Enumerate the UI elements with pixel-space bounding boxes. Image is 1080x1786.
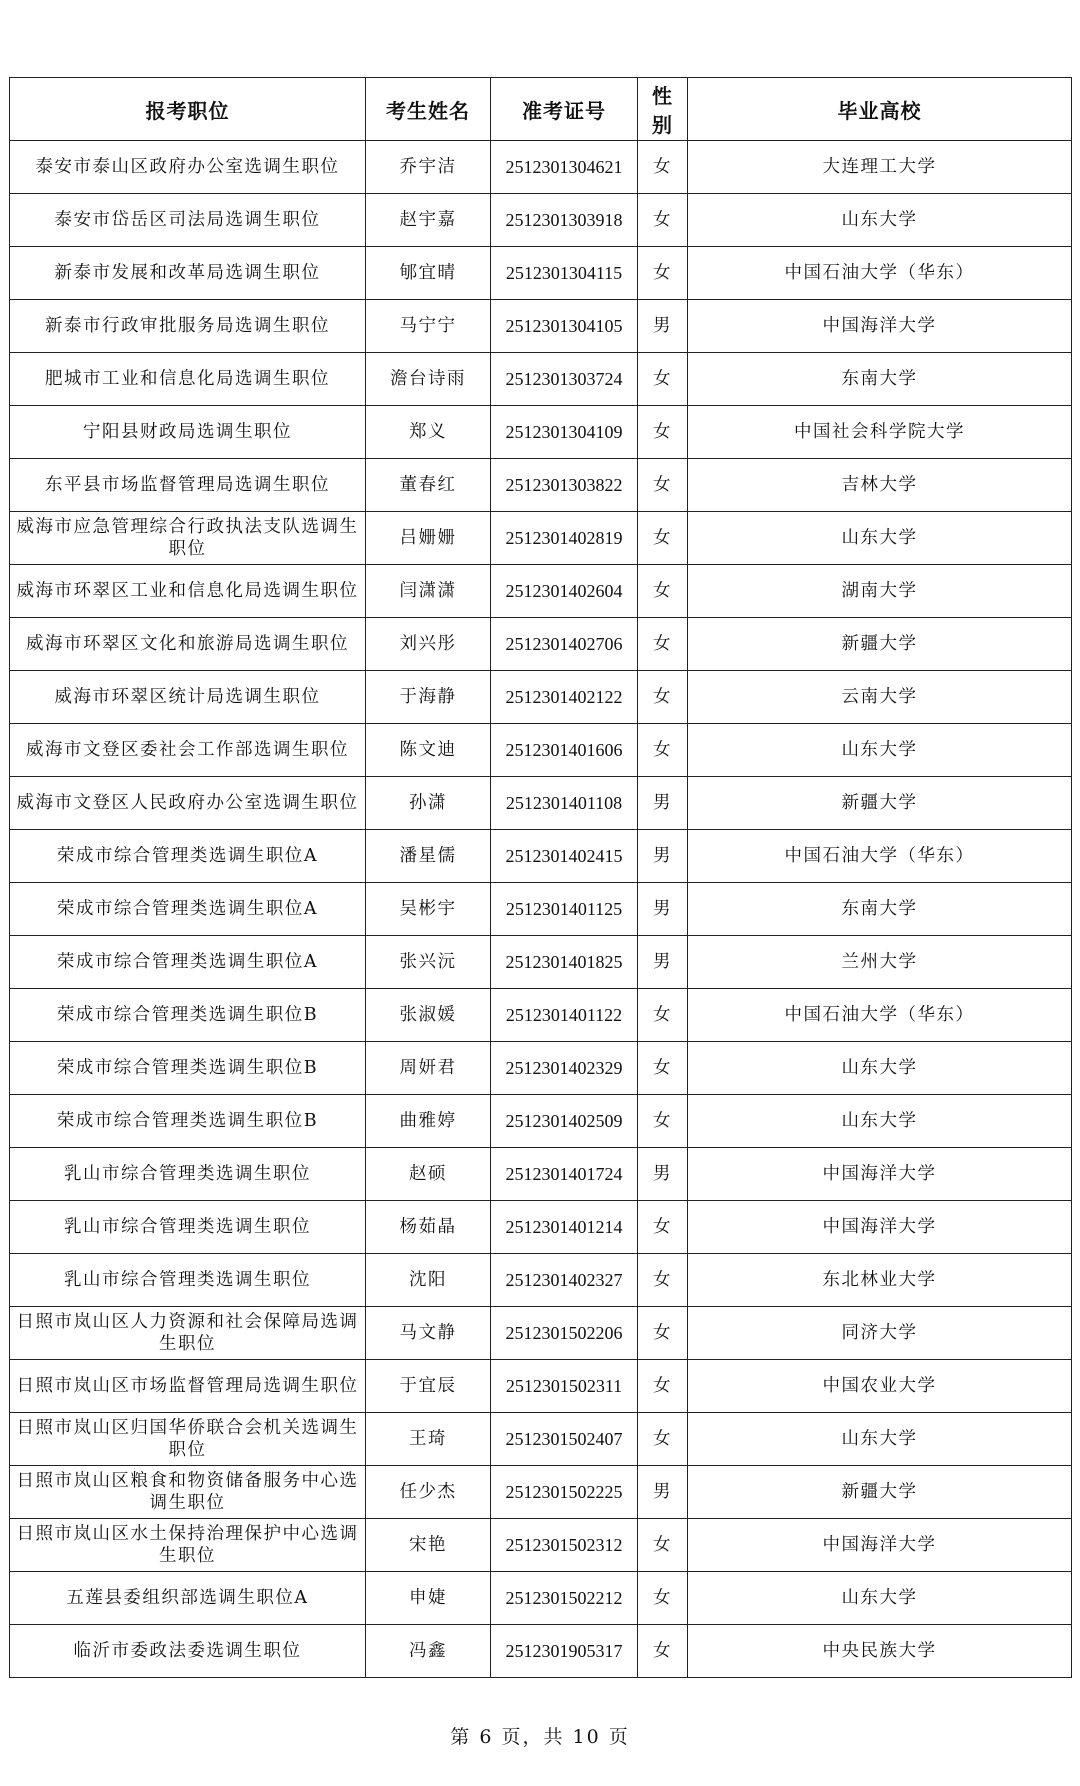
cell-position: 威海市文登区委社会工作部选调生职位 [10,724,366,777]
table-row [10,459,1072,512]
cell-position: 泰安市泰山区政府办公室选调生职位 [10,141,366,194]
cell-name: 赵硕 [366,1148,491,1201]
table-row [10,1254,1072,1307]
cell-gender: 女 [638,406,688,459]
cell-ticket-number: 2512301401724 [491,1148,638,1201]
table-row [10,777,1072,830]
cell-gender: 女 [638,1201,688,1254]
cell-ticket-number: 2512301401214 [491,1201,638,1254]
table-row [10,671,1072,724]
table-row [10,1148,1072,1201]
cell-gender: 男 [638,830,688,883]
cell-ticket-number: 2512301502407 [491,1413,638,1466]
cell-ticket-number: 2512301502311 [491,1360,638,1413]
cell-university: 中国海洋大学 [688,300,1072,353]
cell-university: 湖南大学 [688,565,1072,618]
table-row [10,989,1072,1042]
cell-ticket-number: 2512301402327 [491,1254,638,1307]
cell-name: 任少杰 [366,1466,491,1519]
cell-ticket-number: 2512301402819 [491,512,638,565]
cell-ticket-number: 2512301401825 [491,936,638,989]
cell-position: 日照市岚山区人力资源和社会保障局选调生职位 [10,1307,366,1360]
cell-gender: 女 [638,989,688,1042]
cell-gender: 女 [638,1625,688,1678]
table-row [10,1201,1072,1254]
table-row [10,353,1072,406]
cell-position: 宁阳县财政局选调生职位 [10,406,366,459]
cell-ticket-number: 2512301402122 [491,671,638,724]
cell-position: 东平县市场监督管理局选调生职位 [10,459,366,512]
cell-ticket-number: 2512301502206 [491,1307,638,1360]
cell-university: 山东大学 [688,1095,1072,1148]
cell-university: 新疆大学 [688,618,1072,671]
table-row [10,565,1072,618]
cell-position: 荣成市综合管理类选调生职位B [10,1095,366,1148]
header-gender: 性别 [638,78,688,141]
cell-name: 郑义 [366,406,491,459]
cell-ticket-number: 2512301502212 [491,1572,638,1625]
cell-ticket-number: 2512301402604 [491,565,638,618]
table-row [10,1572,1072,1625]
cell-university: 中国石油大学（华东） [688,247,1072,300]
cell-gender: 女 [638,1254,688,1307]
cell-gender: 男 [638,936,688,989]
table-row [10,618,1072,671]
table-row [10,1413,1072,1466]
cell-position: 日照市岚山区归国华侨联合会机关选调生职位 [10,1413,366,1466]
cell-position: 荣成市综合管理类选调生职位B [10,1042,366,1095]
table-row [10,830,1072,883]
cell-ticket-number: 2512301401125 [491,883,638,936]
cell-gender: 女 [638,1307,688,1360]
cell-university: 吉林大学 [688,459,1072,512]
cell-position: 荣成市综合管理类选调生职位A [10,936,366,989]
cell-position: 威海市环翠区工业和信息化局选调生职位 [10,565,366,618]
cell-gender: 女 [638,671,688,724]
cell-name: 于宜辰 [366,1360,491,1413]
cell-name: 曲雅婷 [366,1095,491,1148]
cell-ticket-number: 2512301401122 [491,989,638,1042]
cell-gender: 男 [638,777,688,830]
cell-ticket-number: 2512301303724 [491,353,638,406]
cell-name: 郇宜晴 [366,247,491,300]
cell-ticket-number: 2512301502225 [491,1466,638,1519]
cell-university: 山东大学 [688,1413,1072,1466]
cell-university: 东北林业大学 [688,1254,1072,1307]
table-body [10,141,1072,1678]
cell-university: 新疆大学 [688,1466,1072,1519]
cell-ticket-number: 2512301401108 [491,777,638,830]
header-position: 报考职位 [10,78,366,141]
cell-university: 中国石油大学（华东） [688,830,1072,883]
cell-name: 吴彬宇 [366,883,491,936]
cell-position: 日照市岚山区市场监督管理局选调生职位 [10,1360,366,1413]
cell-name: 沈阳 [366,1254,491,1307]
cell-gender: 女 [638,618,688,671]
table-row [10,194,1072,247]
cell-name: 马文静 [366,1307,491,1360]
cell-gender: 男 [638,300,688,353]
cell-university: 山东大学 [688,194,1072,247]
cell-university: 山东大学 [688,512,1072,565]
header-university: 毕业高校 [688,78,1072,141]
cell-name: 张淑媛 [366,989,491,1042]
header-name: 考生姓名 [366,78,491,141]
cell-ticket-number: 2512301304621 [491,141,638,194]
cell-ticket-number: 2512301402509 [491,1095,638,1148]
cell-position: 泰安市岱岳区司法局选调生职位 [10,194,366,247]
cell-university: 山东大学 [688,1572,1072,1625]
cell-position: 新泰市行政审批服务局选调生职位 [10,300,366,353]
cell-name: 冯鑫 [366,1625,491,1678]
cell-position: 威海市环翠区统计局选调生职位 [10,671,366,724]
cell-ticket-number: 2512301304109 [491,406,638,459]
table-header-row [10,78,1072,141]
cell-gender: 女 [638,565,688,618]
cell-ticket-number: 2512301905317 [491,1625,638,1678]
cell-position: 新泰市发展和改革局选调生职位 [10,247,366,300]
cell-name: 杨茹晶 [366,1201,491,1254]
cell-position: 威海市文登区人民政府办公室选调生职位 [10,777,366,830]
cell-gender: 女 [638,1095,688,1148]
cell-university: 新疆大学 [688,777,1072,830]
cell-gender: 女 [638,194,688,247]
cell-name: 乔宇洁 [366,141,491,194]
page-footer: 第 6 页，共 10 页 [450,1726,630,1748]
table-row [10,141,1072,194]
cell-ticket-number: 2512301402329 [491,1042,638,1095]
cell-ticket-number: 2512301401606 [491,724,638,777]
cell-university: 山东大学 [688,724,1072,777]
cell-position: 荣成市综合管理类选调生职位A [10,830,366,883]
cell-name: 于海静 [366,671,491,724]
table-row [10,1307,1072,1360]
cell-name: 吕姗姗 [366,512,491,565]
cell-university: 中国社会科学院大学 [688,406,1072,459]
cell-gender: 女 [638,247,688,300]
cell-name: 刘兴彤 [366,618,491,671]
cell-gender: 女 [638,1360,688,1413]
cell-university: 中国海洋大学 [688,1519,1072,1572]
cell-position: 荣成市综合管理类选调生职位B [10,989,366,1042]
cell-name: 马宁宁 [366,300,491,353]
cell-position: 威海市应急管理综合行政执法支队选调生职位 [10,512,366,565]
cell-name: 孙潇 [366,777,491,830]
cell-ticket-number: 2512301402706 [491,618,638,671]
cell-gender: 男 [638,1148,688,1201]
cell-position: 乳山市综合管理类选调生职位 [10,1201,366,1254]
cell-name: 周妍君 [366,1042,491,1095]
cell-gender: 女 [638,459,688,512]
cell-position: 五莲县委组织部选调生职位A [10,1572,366,1625]
cell-name: 澹台诗雨 [366,353,491,406]
cell-university: 东南大学 [688,353,1072,406]
cell-university: 中国农业大学 [688,1360,1072,1413]
table-row [10,247,1072,300]
cell-name: 宋艳 [366,1519,491,1572]
cell-gender: 女 [638,1042,688,1095]
cell-gender: 女 [638,1413,688,1466]
table-row [10,1466,1072,1519]
candidate-table [9,77,1072,1678]
table-row [10,406,1072,459]
table-row [10,1519,1072,1572]
cell-university: 东南大学 [688,883,1072,936]
cell-name: 潘星儒 [366,830,491,883]
cell-university: 中国海洋大学 [688,1201,1072,1254]
cell-university: 中国石油大学（华东） [688,989,1072,1042]
cell-name: 张兴沅 [366,936,491,989]
cell-position: 乳山市综合管理类选调生职位 [10,1254,366,1307]
cell-university: 大连理工大学 [688,141,1072,194]
cell-gender: 女 [638,1572,688,1625]
table-row [10,883,1072,936]
cell-name: 闫潇潇 [366,565,491,618]
cell-ticket-number: 2512301402415 [491,830,638,883]
cell-ticket-number: 2512301304115 [491,247,638,300]
cell-gender: 女 [638,512,688,565]
cell-university: 兰州大学 [688,936,1072,989]
cell-name: 董春红 [366,459,491,512]
cell-gender: 男 [638,1466,688,1519]
cell-position: 荣成市综合管理类选调生职位A [10,883,366,936]
cell-position: 乳山市综合管理类选调生职位 [10,1148,366,1201]
cell-name: 陈文迪 [366,724,491,777]
cell-university: 中国海洋大学 [688,1148,1072,1201]
cell-gender: 女 [638,141,688,194]
cell-position: 日照市岚山区粮食和物资储备服务中心选调生职位 [10,1466,366,1519]
cell-ticket-number: 2512301502312 [491,1519,638,1572]
cell-name: 王琦 [366,1413,491,1466]
cell-name: 申婕 [366,1572,491,1625]
cell-position: 威海市环翠区文化和旅游局选调生职位 [10,618,366,671]
cell-ticket-number: 2512301304105 [491,300,638,353]
table-row [10,1095,1072,1148]
table-row [10,300,1072,353]
table-row [10,512,1072,565]
cell-position: 日照市岚山区水土保持治理保护中心选调生职位 [10,1519,366,1572]
cell-university: 同济大学 [688,1307,1072,1360]
cell-gender: 女 [638,1519,688,1572]
cell-gender: 男 [638,883,688,936]
table-row [10,936,1072,989]
table-row [10,1042,1072,1095]
cell-university: 中央民族大学 [688,1625,1072,1678]
cell-ticket-number: 2512301303918 [491,194,638,247]
table-row [10,1360,1072,1413]
cell-gender: 女 [638,353,688,406]
cell-gender: 女 [638,724,688,777]
cell-name: 赵宇嘉 [366,194,491,247]
table-row [10,724,1072,777]
header-ticket-number: 准考证号 [491,78,638,141]
cell-university: 云南大学 [688,671,1072,724]
table-row [10,1625,1072,1678]
cell-position: 临沂市委政法委选调生职位 [10,1625,366,1678]
cell-ticket-number: 2512301303822 [491,459,638,512]
cell-university: 山东大学 [688,1042,1072,1095]
cell-position: 肥城市工业和信息化局选调生职位 [10,353,366,406]
